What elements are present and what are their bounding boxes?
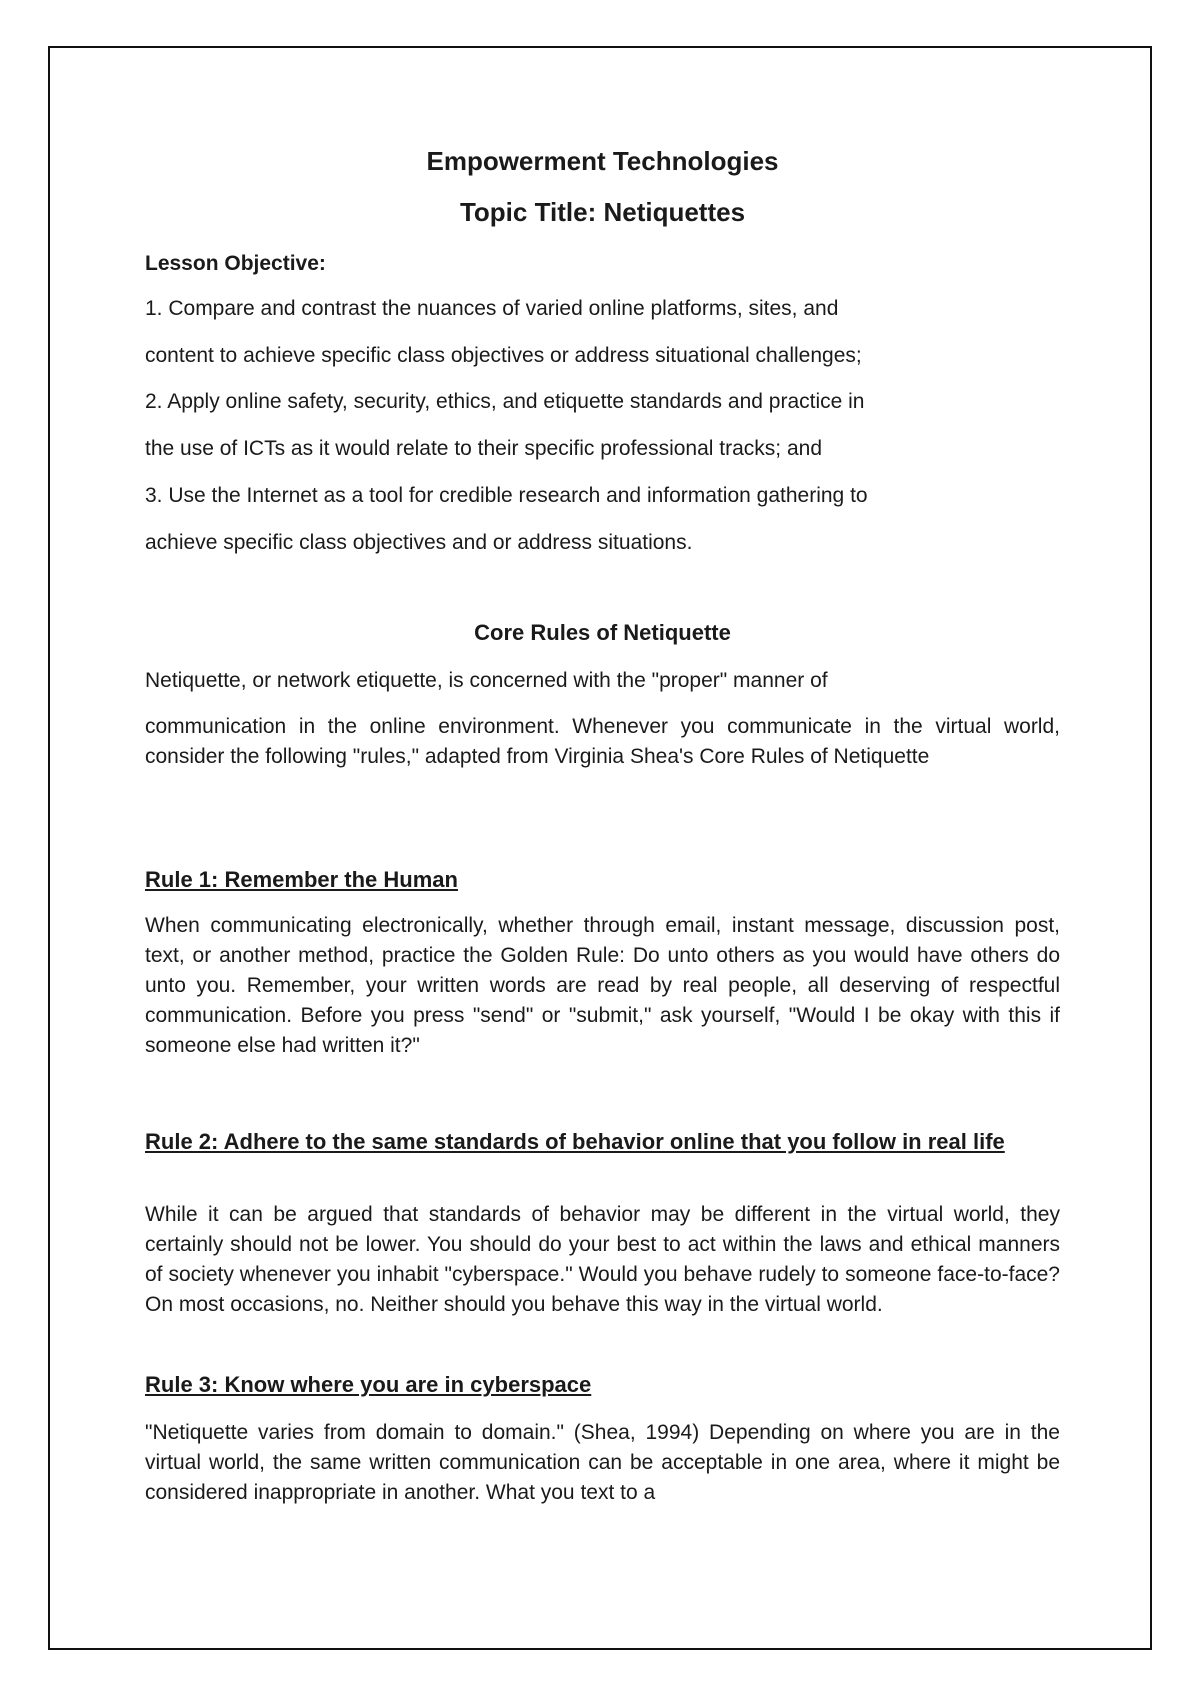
rule-2-body: While it can be argued that standards of behavior may be different in the virtual world, they certainly should not be lower. You should do your best to act within the laws and ethical manners of society whenever you inhabit "cyberspace." Would you behave rudely to someone face-to-face? On most occasions, no. Neither should you behave this way in the virtual world.: [145, 1203, 1060, 1316]
objective-line: 2. Apply online safety, security, ethics, and etiquette standards and practice in: [145, 390, 865, 413]
objective-line: 1. Compare and contrast the nuances of varied online platforms, sites, and: [145, 297, 839, 320]
rule-1-body: When communicating electronically, whether through email, instant message, discussion post, text, or another method, practice the Golden Rule: Do unto others as you would have others do unto you. Remember, your written words are read by real people, all deserving of respectful communication. Before you press "send" or "submit," ask yourself, "Would I be okay with this if someone else had written it?": [145, 914, 1060, 1057]
objective-line: achieve specific class objectives and or address situations.: [145, 531, 693, 554]
intro-paragraph: communication in the online environment. Whenever you communicate in the virtual world, consider the following "rules," adapted from Virginia Shea's Core Rules of Netiquette: [145, 715, 1060, 768]
core-rules-heading: Core Rules of Netiquette: [474, 620, 731, 645]
lesson-objective-label: Lesson Objective:: [145, 252, 326, 275]
rule-3-body: "Netiquette varies from domain to domain." (Shea, 1994) Depending on where you are in the virtual world, the same written communication can be acceptable in one area, where it might be considered inappropriate in another. What you text to a: [145, 1421, 1060, 1504]
rule-2-heading: Rule 2: Adhere to the same standards of behavior online that you follow in real life: [145, 1129, 1005, 1154]
rule-1-heading: Rule 1: Remember the Human: [145, 867, 458, 892]
topic-title: Topic Title: Netiquettes: [459, 197, 746, 227]
objective-line: the use of ICTs as it would relate to their specific professional tracks; and: [145, 437, 822, 460]
objective-line: content to achieve specific class objectives or address situational challenges;: [145, 344, 862, 367]
rule-3-heading: Rule 3: Know where you are in cyberspace: [145, 1372, 592, 1397]
intro-line: Netiquette, or network etiquette, is concerned with the "proper" manner of: [145, 669, 828, 692]
page-border: [48, 46, 1152, 1650]
objective-line: 3. Use the Internet as a tool for credible research and information gathering to: [145, 484, 868, 507]
document-title: Empowerment Technologies: [426, 146, 779, 176]
